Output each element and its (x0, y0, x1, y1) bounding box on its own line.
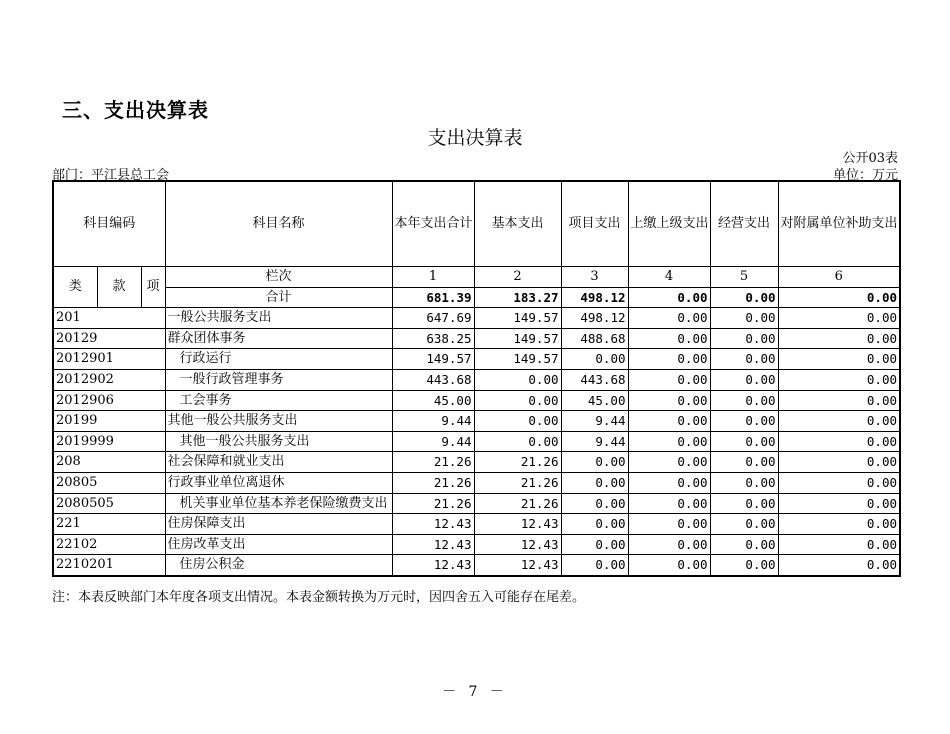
col-number: 2 (474, 267, 561, 288)
row-value: 0.00 (710, 369, 778, 390)
row-value: 0.00 (628, 369, 710, 390)
row-value: 0.00 (778, 534, 900, 555)
row-code: 20805 (53, 472, 165, 493)
row-value: 0.00 (778, 328, 900, 349)
row-value: 0.00 (778, 349, 900, 370)
row-value: 488.68 (561, 328, 628, 349)
row-value: 0.00 (710, 308, 778, 329)
row-code: 2019999 (53, 431, 165, 452)
row-name: 住房改革支出 (165, 534, 392, 555)
table-row (53, 472, 900, 493)
row-value: 0.00 (710, 452, 778, 473)
header-basic: 基本支出 (474, 181, 561, 267)
row-value: 0.00 (474, 390, 561, 411)
total-value: 0.00 (710, 287, 778, 308)
row-value: 0.00 (710, 328, 778, 349)
row-name: 一般行政管理事务 (165, 369, 392, 390)
row-value: 0.00 (710, 390, 778, 411)
row-value: 0.00 (778, 493, 900, 514)
row-value: 0.00 (561, 555, 628, 576)
table-title: 支出决算表 (427, 127, 523, 149)
table-row (53, 308, 900, 329)
row-code: 20129 (53, 328, 165, 349)
row-value: 0.00 (778, 308, 900, 329)
row-value: 0.00 (710, 555, 778, 576)
table-row (53, 431, 900, 452)
row-value: 0.00 (710, 411, 778, 432)
row-value: 0.00 (474, 369, 561, 390)
column-number-row (53, 267, 900, 288)
total-value: 0.00 (778, 287, 900, 308)
table-row (53, 369, 900, 390)
row-value: 0.00 (710, 472, 778, 493)
header-lanci: 栏次 (165, 267, 392, 288)
row-value: 21.26 (474, 493, 561, 514)
department-label: 部门：平江县总工会 (52, 168, 170, 183)
form-number: 公开03表 (842, 151, 898, 166)
row-value: 149.57 (392, 349, 474, 370)
row-value: 12.43 (392, 555, 474, 576)
table-row (53, 493, 900, 514)
row-value: 21.26 (392, 452, 474, 473)
col-number: 4 (628, 267, 710, 288)
row-value: 0.00 (778, 514, 900, 535)
table-row (53, 452, 900, 473)
col-number: 5 (710, 267, 778, 288)
header-kuan: 款 (97, 267, 141, 308)
total-label: 合计 (165, 287, 392, 308)
row-value: 0.00 (628, 411, 710, 432)
row-code: 22102 (53, 534, 165, 555)
row-code: 20199 (53, 411, 165, 432)
row-code: 2080505 (53, 493, 165, 514)
row-value: 0.00 (628, 472, 710, 493)
row-value: 0.00 (628, 328, 710, 349)
row-value: 9.44 (392, 431, 474, 452)
row-value: 21.26 (392, 493, 474, 514)
row-value: 0.00 (561, 514, 628, 535)
row-name: 行政事业单位离退休 (165, 472, 392, 493)
row-value: 45.00 (561, 390, 628, 411)
row-value: 21.26 (392, 472, 474, 493)
row-value: 0.00 (628, 390, 710, 411)
col-number: 1 (392, 267, 474, 288)
row-value: 12.43 (474, 534, 561, 555)
row-value: 149.57 (474, 308, 561, 329)
row-value: 0.00 (778, 369, 900, 390)
row-value: 45.00 (392, 390, 474, 411)
row-value: 443.68 (561, 369, 628, 390)
row-value: 0.00 (710, 349, 778, 370)
header-lei: 类 (53, 267, 97, 308)
row-value: 0.00 (778, 431, 900, 452)
row-name: 群众团体事务 (165, 328, 392, 349)
table-note: 注：本表反映部门本年度各项支出情况。本表金额转换为万元时，因四舍五入可能存在尾差。 (52, 590, 586, 605)
header-operating: 经营支出 (710, 181, 778, 267)
row-value: 149.57 (474, 328, 561, 349)
row-value: 9.44 (561, 431, 628, 452)
row-value: 0.00 (778, 390, 900, 411)
row-code: 201 (53, 308, 165, 329)
row-value: 0.00 (561, 349, 628, 370)
row-value: 12.43 (474, 514, 561, 535)
table-row (53, 514, 900, 535)
row-value: 21.26 (474, 472, 561, 493)
row-value: 638.25 (392, 328, 474, 349)
row-value: 0.00 (628, 308, 710, 329)
table-row (53, 328, 900, 349)
row-value: 0.00 (474, 431, 561, 452)
expenditure-table (52, 180, 901, 577)
row-code: 2012901 (53, 349, 165, 370)
total-value: 0.00 (628, 287, 710, 308)
table-row (53, 534, 900, 555)
row-value: 0.00 (778, 411, 900, 432)
row-value: 0.00 (710, 493, 778, 514)
row-value: 9.44 (561, 411, 628, 432)
page-number: － 7 － (442, 684, 508, 700)
table-row (53, 555, 900, 576)
row-value: 0.00 (474, 411, 561, 432)
row-name: 一般公共服务支出 (165, 308, 392, 329)
unit-label: 单位：万元 (832, 168, 898, 183)
header-code: 科目编码 (53, 181, 165, 267)
row-code: 208 (53, 452, 165, 473)
table-row (53, 349, 900, 370)
row-value: 12.43 (474, 555, 561, 576)
header-name: 科目名称 (165, 181, 392, 267)
row-name: 住房保障支出 (165, 514, 392, 535)
row-value: 0.00 (628, 534, 710, 555)
row-value: 0.00 (628, 349, 710, 370)
table-row (53, 390, 900, 411)
header-row (53, 181, 900, 267)
row-value: 498.12 (561, 308, 628, 329)
row-value: 0.00 (561, 472, 628, 493)
row-value: 0.00 (628, 452, 710, 473)
row-value: 0.00 (710, 431, 778, 452)
row-name: 社会保障和就业支出 (165, 452, 392, 473)
row-name: 工会事务 (165, 390, 392, 411)
header-subsidiary: 对附属单位补助支出 (778, 181, 900, 267)
row-name: 住房公积金 (165, 555, 392, 576)
col-number: 3 (561, 267, 628, 288)
row-code: 2012902 (53, 369, 165, 390)
section-title: 三、支出决算表 (62, 98, 209, 122)
header-xiang: 项 (141, 267, 165, 308)
header-upper: 上缴上级支出 (628, 181, 710, 267)
row-value: 0.00 (561, 534, 628, 555)
row-value: 0.00 (778, 555, 900, 576)
row-value: 443.68 (392, 369, 474, 390)
header-total: 本年支出合计 (392, 181, 474, 267)
total-value: 681.39 (392, 287, 474, 308)
total-row (53, 287, 900, 308)
row-value: 0.00 (628, 493, 710, 514)
header-project: 项目支出 (561, 181, 628, 267)
row-value: 12.43 (392, 534, 474, 555)
row-code: 221 (53, 514, 165, 535)
row-value: 0.00 (628, 431, 710, 452)
row-value: 0.00 (710, 514, 778, 535)
row-code: 2210201 (53, 555, 165, 576)
row-name: 机关事业单位基本养老保险缴费支出 (165, 493, 392, 514)
row-value: 0.00 (710, 534, 778, 555)
total-value: 498.12 (561, 287, 628, 308)
row-value: 0.00 (778, 472, 900, 493)
table-row (53, 411, 900, 432)
row-name: 其他一般公共服务支出 (165, 431, 392, 452)
row-value: 0.00 (561, 452, 628, 473)
row-value: 149.57 (474, 349, 561, 370)
row-value: 21.26 (474, 452, 561, 473)
row-value: 0.00 (628, 514, 710, 535)
row-value: 0.00 (628, 555, 710, 576)
row-value: 12.43 (392, 514, 474, 535)
row-value: 9.44 (392, 411, 474, 432)
row-code: 2012906 (53, 390, 165, 411)
row-value: 647.69 (392, 308, 474, 329)
col-number: 6 (778, 267, 900, 288)
row-value: 0.00 (778, 452, 900, 473)
total-value: 183.27 (474, 287, 561, 308)
row-name: 其他一般公共服务支出 (165, 411, 392, 432)
row-name: 行政运行 (165, 349, 392, 370)
row-value: 0.00 (561, 493, 628, 514)
